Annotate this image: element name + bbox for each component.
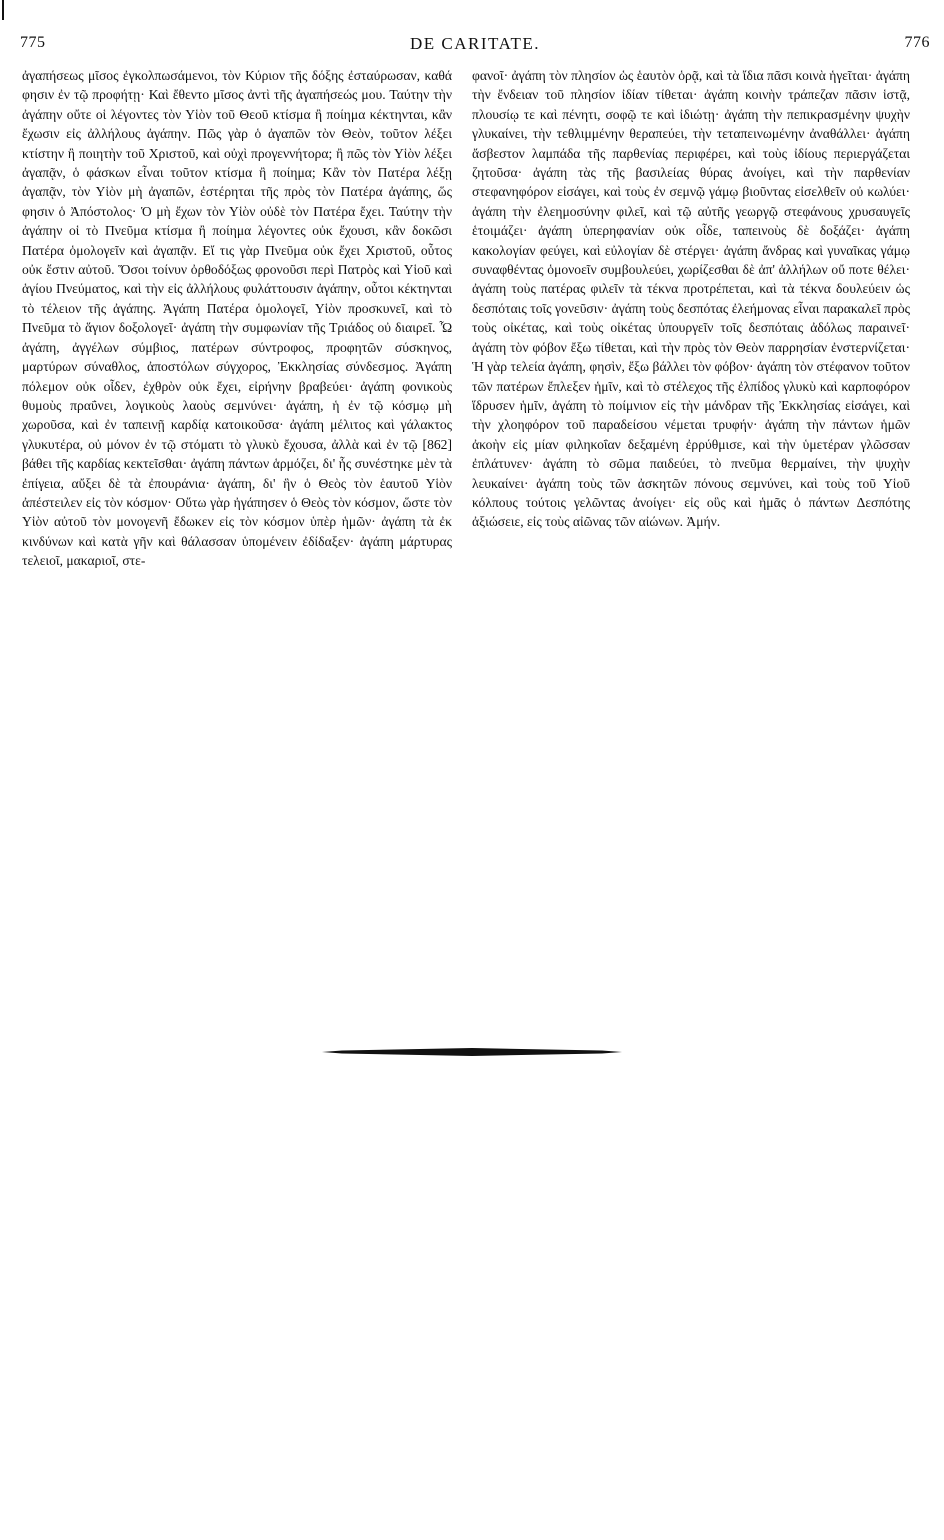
text-column-right <box>472 66 910 532</box>
column-right-text: φανοῖ· ἀγάπη τὸν πλησίον ὡς ἑαυτὸν ὁρᾷ, καὶ τὰ ἴδια πᾶσι κοινὰ ἡγεῖται· ἀγάπη τὴν ἔνδειαν τοῦ πλησίον ἰδίαν τίθεται· ἀγάπη κοινὴν τράπεζαν πᾶσιν ἱστᾷ, πλουσίῳ τε καὶ πένητι, σοφῷ τε καὶ ἰδιώτῃ· ἀγάπη τὴν πεπικρασμένην ψυχὴν γλυκαίνει, τὴν τεθλιμμένην θεραπεύει, τὴν τεταπεινωμένην ἀναθάλλει· ἀγάπη ἄσβεστον λαμπάδα τῆς παρθενίας περιφέρει, καὶ τοὺς ἰδίους περιεργάζεται ζητοῦσα· ἀγάπη τὰς τῆς βασιλείας θύρας ἀνοίγει, καὶ τὴν παρθενίαν στεφανηφόρον εἰσάγει, καὶ τοὺς ἐν σεμνῷ γάμῳ βιοῦντας εἰσελθεῖν οὐ κωλύει· ἀγάπη τὴν ἐλεημοσύνην φιλεῖ, καὶ τῷ αὐτῆς γεωργῷ στεφάνους χρυσαυγεῖς ἑτοιμάζει· ἀγάπη ὑπερηφανίαν οὐκ οἶδε, ταπεινοὺς δὲ δοξάζει· ἀγάπη κακολογίαν φεύγει, καὶ εὐλογίαν δὲ στέργει· ἀγάπη ἄνδρας καὶ γυναῖκας γάμῳ συναφθέντας ὁμονοεῖν συμβουλεύει, χωρίζεσθαι δὲ ἀπ' ἀλλήλων οὔ ποτε θέλει· ἀγάπη τοὺς πατέρας φιλεῖν τὰ τέκνα προτρέπεται, καὶ τὰ τέκνα δουλεύειν ὡς δεσπόταις τοῖς γονεῦσιν· ἀγάπη τοὺς δεσπότας ἐλεήμονας εἶναι παρακαλεῖ πρὸς τοὺς οἰκέτας, καὶ τοὺς οἰκέτας ὑπουργεῖν τοῖς δεσπόταις ἀδόλως παραινεῖ· ἀγάπη τὸν φόβον ἔξω τίθεται, καὶ τὴν πρὸς τὸν Θεὸν παρρησίαν ἐνστερνίζεται· Ἡ γὰρ τελεία ἀγάπη, φησὶν, ἔξω βάλλει τὸν φόβον· ἀγάπη τὸν στέφανον τοῦτον τῶν πατέρων ἔπλεξεν ἡμῖν, καὶ τὸ στέλεχος τῆς ἐλπίδος γλυκὺ καὶ καρποφόρον ἵδρυσεν ἡμῖν, ἀγάπη τὸ ποίμνιον εἰς τὴν μάνδραν τῆς Ἐκκλησίας εἰσάγει, καὶ τὴν χλοηφόρον τοῦ παραδείσου νέμεται τρυφήν· ἀγάπη τὴν πάντων ἡμῶν ἀκοὴν εἰς μίαν φιληκοΐαν δεξαμένη ἐρρύθμισε, καὶ τὴν ὑμετέραν γλῶσσαν ἐπλάτυνεν· ἀγάπη τὸ σῶμα παιδεύει, τὸ πνεῦμα θερμαίνει, τὴν ψυχὴν λευκαίνει· ἀγάπη τοὺς τῶν ἀσκητῶν πόνους σεμνύνει, καὶ τοὺς τοῦ Υἱοῦ κόλπους τούτοις γελῶντας ἀνοίγει· εἰς οὓς καὶ ἡμᾶς ὁ πάντων Δεσπότης ἀξιώσειε, εἰς τοὺς αἰῶνας τῶν αἰώνων. Ἀμήν. <box>472 68 910 530</box>
page-header <box>20 34 930 58</box>
page-number-right: 776 <box>904 34 930 51</box>
text-column-left <box>22 66 452 571</box>
column-left-text: ἀγαπήσεως μῖσος ἐγκολπωσάμενοι, τὸν Κύριον τῆς δόξης ἐσταύρωσαν, καθά φησιν ἐν τῷ προφήτῃ· Καὶ ἔθεντο μῖσος ἀντὶ τῆς ἀγαπήσεώς μου. Ταύτην τὴν ἀγάπην οὔτε οἱ λέγοντες τὸν Υἱὸν τοῦ Θεοῦ κτίσμα ἢ ποίημα κέκτηνται, κἂν ἔχωσιν εἰς ἀλλήλους ἀγάπην. Πῶς γὰρ ὁ ἀγαπῶν τὸν Θεὸν, τοῦτον λέξει κτίστην ἢ ποιητὴν τοῦ Χριστοῦ, καὶ οὐχὶ προγεννήτορα; ἢ πῶς τὸν Υἱὸν λέξει ἀγαπᾷν, ὁ φάσκων εἶναι τοῦτον κτίσμα ἢ ποίημα; Κἂν τὸν Πατέρα λέξῃ ἀγαπᾷν, τὸν Υἱὸν μὴ ἀγαπῶν, ἐστέρηται τῆς πρὸς τὸν Πατέρα ἀγάπης, ὥς φησιν ὁ Ἀπόστολος· Ὁ μὴ ἔχων τὸν Υἱὸν οὐδὲ τὸν Πατέρα ἔχει. Ταύτην τὴν ἀγάπην οἱ τὸ Πνεῦμα κτίσμα ἢ ποίημα λέγοντες οὐκ ἔχουσι, κἂν δοκῶσι Πατέρα ὁμολογεῖν καὶ ἀγαπᾷν. Εἴ τις γὰρ Πνεῦμα οὐκ ἔχει Χριστοῦ, οὗτος οὐκ ἔστιν αὐτοῦ. Ὅσοι τοίνυν ὀρθοδόξως φρονοῦσι περὶ Πατρὸς καὶ Υἱοῦ καὶ ἁγίου Πνεύματος, καὶ τὴν εἰς ἀλλήλους φυλάττουσιν ἀγάπην, οὗτοι κέκτηνται τὸ τέλειον τῆς ἀγάπης. Ἀγάπη Πατέρα ὁμολογεῖ, Υἱὸν προσκυνεῖ, καὶ τὸ Πνεῦμα τὸ ἅγιον δοξολογεῖ· ἀγάπη τὴν συμφωνίαν τῆς Τριάδος οὐ διαιρεῖ. Ὦ ἀγάπη, ἀγγέλων σύμβιος, πατέρων σύντροφος, προφητῶν σύσκηνος, μαρτύρων σύναθλος, ἀποστόλων σύγχορος, Ἐκκλησίας σύνδεσμος. Ἀγάπη πόλεμον οὐκ οἶδεν, ἐχθρὸν οὐκ ἔχει, εἰρήνην βραβεύει· ἀγάπη φονικοὺς θυμοὺς πραΰνει, λογικοὺς λαοὺς σεμνύνει· ἀγάπη, ἡ ἐν τῷ κόσμῳ μὴ χωροῦσα, καὶ ἐν ταπεινῇ καρδίᾳ κατοικοῦσα· ἀγάπη μέλιτος καὶ γάλακτος γλυκυτέρα, οὐ μόνον ἐν τῷ στόματι τὸ γλυκὺ ἔχουσα, ἀλλὰ καὶ ἐν τῷ [862] βάθει τῆς καρδίας κεκτεῖσθαι· ἀγάπη πάντων ἁρμόζει, δι' ἧς συνέστηκε μὲν τὰ ἐπίγεια, αὔξει δὲ τὰ ἐπουράνια· ἀγάπη, δι' ἣν ὁ Θεὸς τὸν ἑαυτοῦ Υἱὸν ἀπέστειλεν εἰς τὸν κόσμον· Οὕτω γὰρ ἠγάπησεν ὁ Θεὸς τὸν κόσμον, ὥστε τὸν Υἱὸν αὐτοῦ τὸν μονογενῆ ἔδωκεν εἰς τὸν κόσμον ὑπὲρ ἡμῶν· ἀγάπη τὰ ἐκ κινδύνων καὶ κατὰ γῆν καὶ θάλασσαν ὑπομένειν ἐδίδαξεν· ἀγάπη μάρτυρας τελειοῖ, μακαριοῖ, στε- <box>22 68 452 569</box>
running-title: DE CARITATE. <box>410 34 540 53</box>
page-number-left: 775 <box>20 34 46 51</box>
margin-mark <box>2 0 4 20</box>
end-ornament-rule <box>322 1046 622 1058</box>
